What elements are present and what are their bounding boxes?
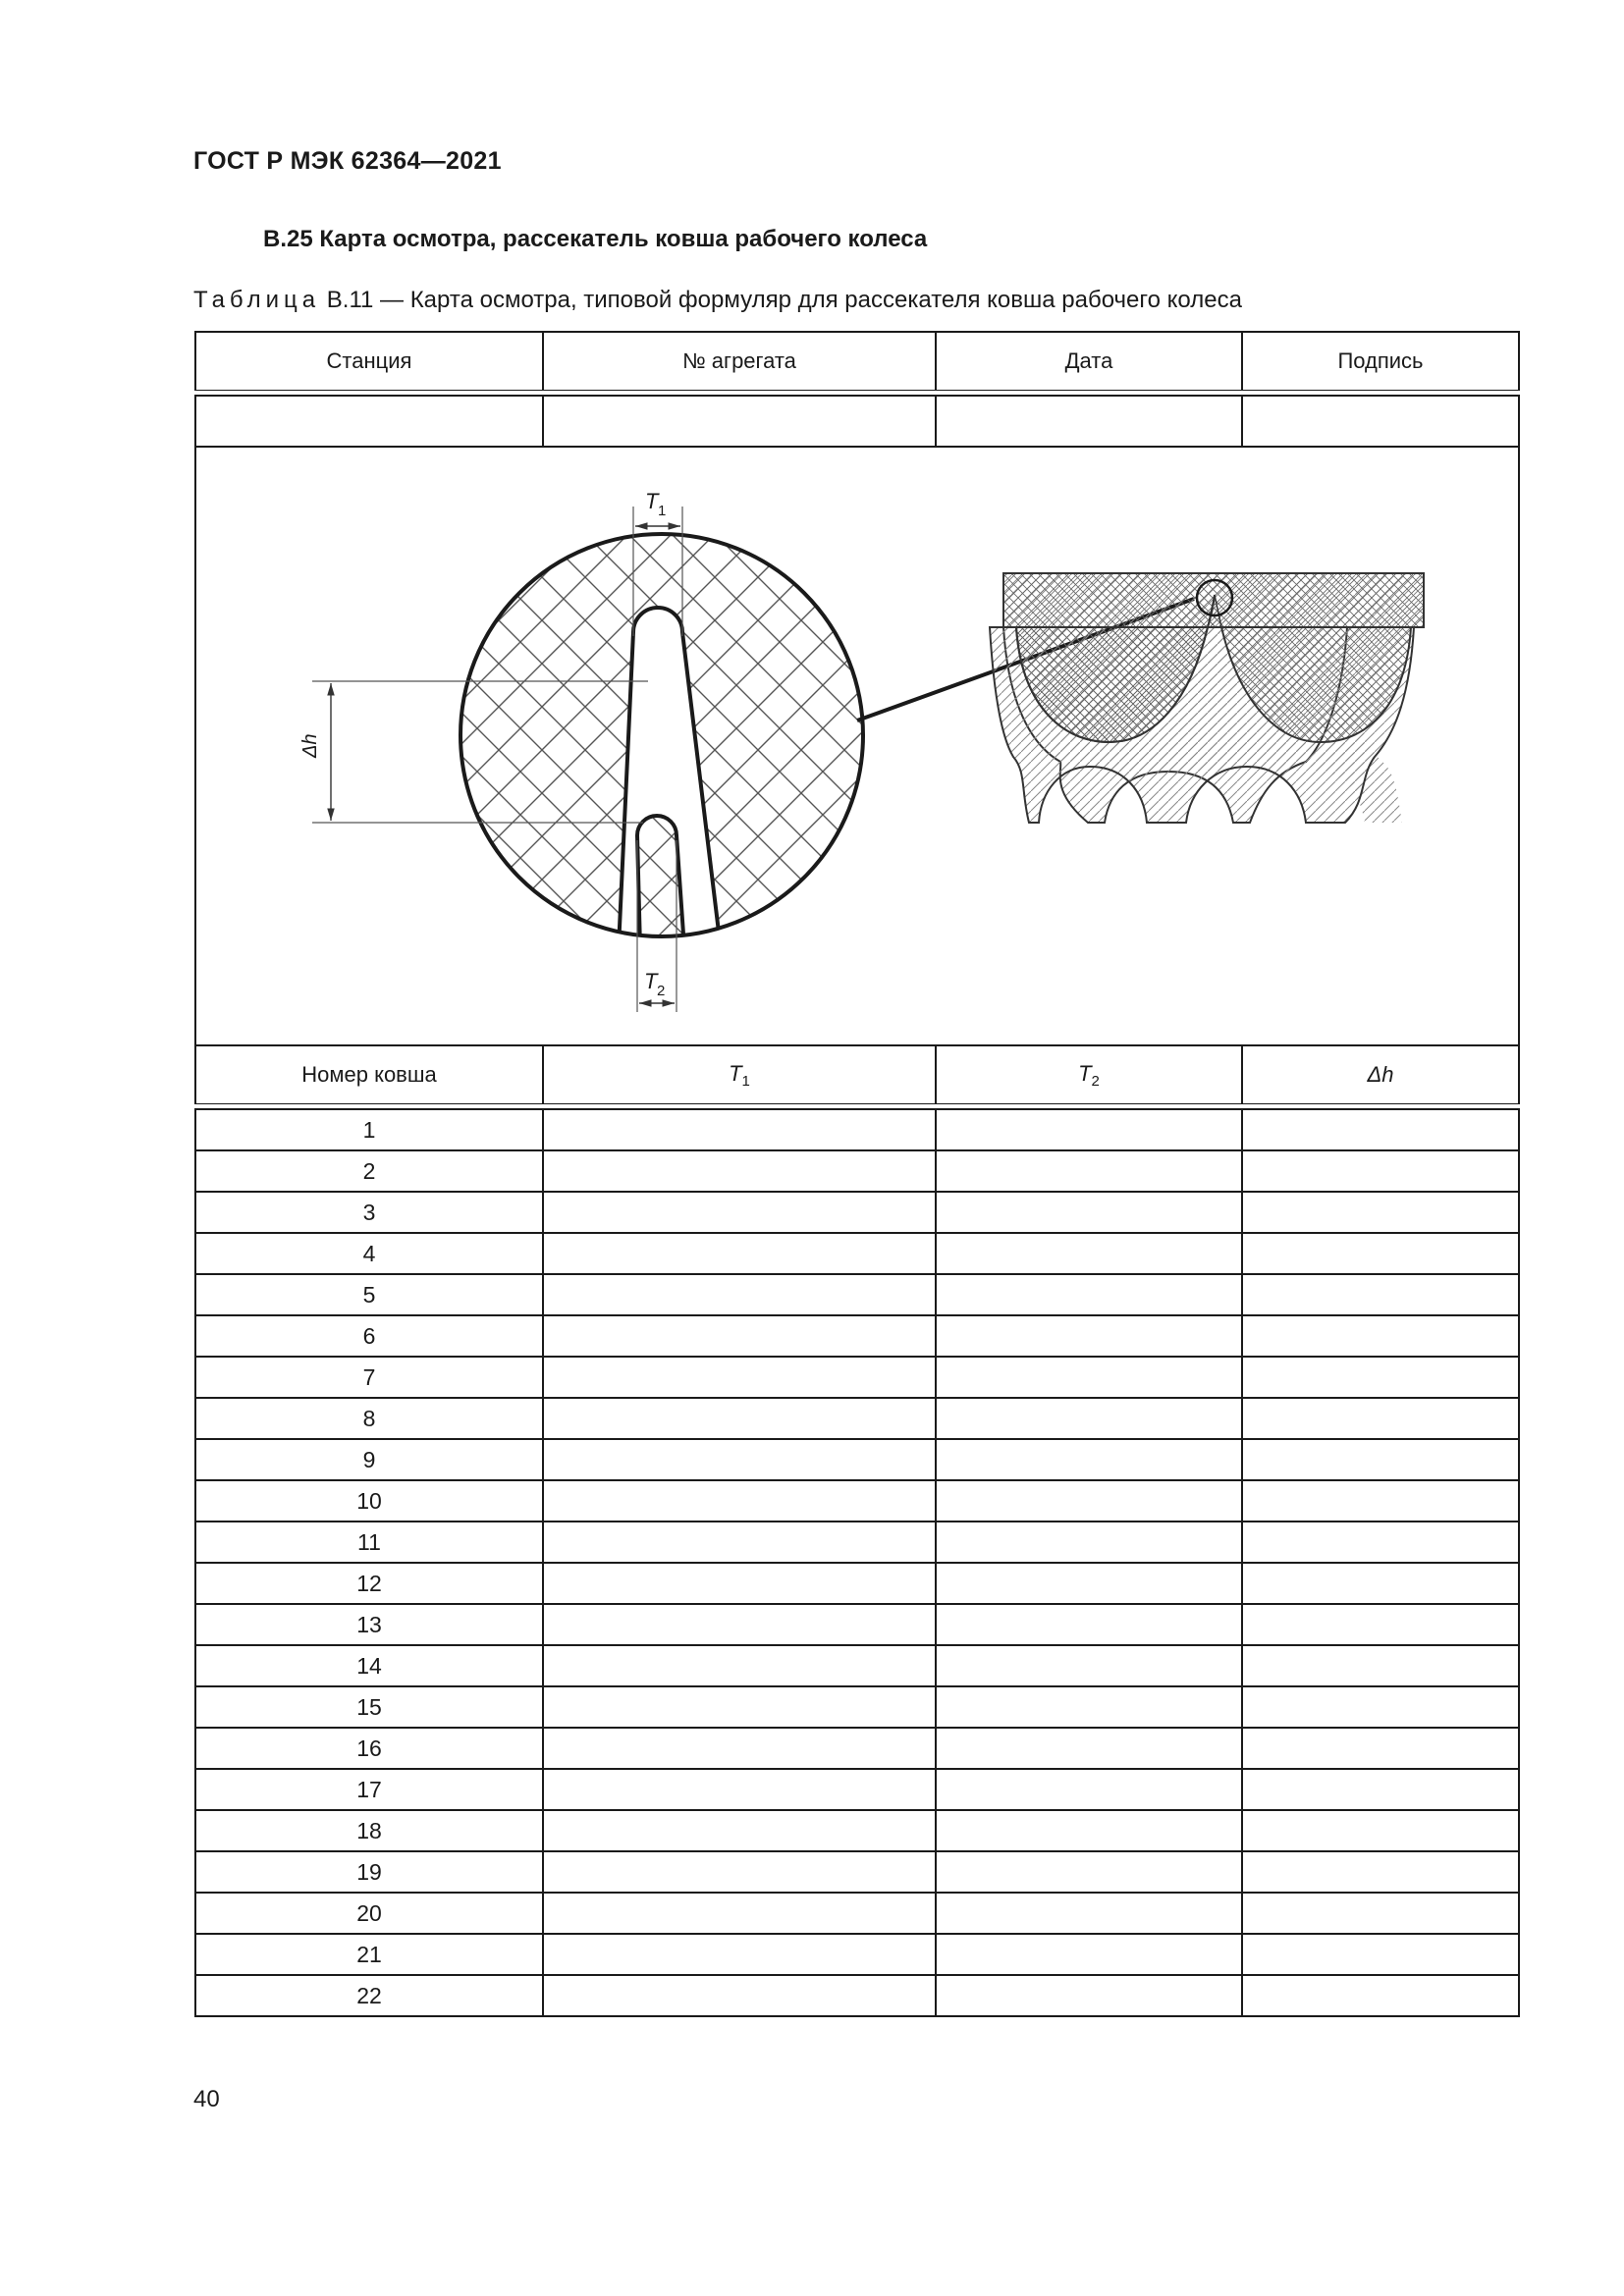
dh-entry-cell[interactable] bbox=[1242, 1150, 1519, 1192]
bucket-number-cell: 1 bbox=[195, 1109, 543, 1150]
bucket-number-cell: 15 bbox=[195, 1686, 543, 1728]
dh-entry-cell[interactable] bbox=[1242, 1274, 1519, 1315]
table-row bbox=[195, 1315, 1519, 1357]
dh-entry-cell[interactable] bbox=[1242, 1975, 1519, 2016]
t1-entry-cell[interactable] bbox=[543, 1315, 936, 1357]
t1-entry-cell[interactable] bbox=[543, 1934, 936, 1975]
table-row bbox=[195, 1109, 1519, 1150]
t2-entry-cell[interactable] bbox=[936, 1728, 1242, 1769]
bucket-number-cell: 6 bbox=[195, 1315, 543, 1357]
t2-entry-cell[interactable] bbox=[936, 1398, 1242, 1439]
t1-entry-cell[interactable] bbox=[543, 1893, 936, 1934]
table-row bbox=[195, 1480, 1519, 1522]
date-entry-cell[interactable] bbox=[936, 396, 1242, 447]
t1-entry-cell[interactable] bbox=[543, 1150, 936, 1192]
dh-entry-cell[interactable] bbox=[1242, 1769, 1519, 1810]
table-header-row bbox=[195, 332, 1519, 391]
table-row bbox=[195, 1728, 1519, 1769]
t1-entry-cell[interactable] bbox=[543, 1563, 936, 1604]
bucket-number-cell: 7 bbox=[195, 1357, 543, 1398]
header-t2-letter: T bbox=[1078, 1060, 1092, 1086]
t1-entry-cell[interactable] bbox=[543, 1357, 936, 1398]
t2-entry-cell[interactable] bbox=[936, 1357, 1242, 1398]
t2-entry-cell[interactable] bbox=[936, 1522, 1242, 1563]
t1-entry-cell[interactable] bbox=[543, 1728, 936, 1769]
header-t2 bbox=[936, 1045, 1242, 1104]
bucket-number-cell: 19 bbox=[195, 1851, 543, 1893]
t1-entry-cell[interactable] bbox=[543, 1233, 936, 1274]
t2-label: T bbox=[644, 969, 658, 993]
header-signature: Подпись bbox=[1242, 332, 1519, 391]
bucket-number-cell: 11 bbox=[195, 1522, 543, 1563]
table-row bbox=[195, 1686, 1519, 1728]
table-caption-text: B.11 — Карта осмотра, типовой формуляр для рассекателя ковша рабочего колеса bbox=[320, 287, 1242, 313]
header-t1-sub: 1 bbox=[741, 1072, 750, 1090]
bucket-number-cell: 20 bbox=[195, 1893, 543, 1934]
table-row bbox=[195, 1563, 1519, 1604]
table-caption bbox=[193, 287, 1242, 314]
table-row bbox=[195, 1522, 1519, 1563]
t1-entry-cell[interactable] bbox=[543, 1975, 936, 2016]
measurement-rows bbox=[195, 1109, 1519, 2016]
bucket-number-cell: 14 bbox=[195, 1645, 543, 1686]
t2-entry-cell[interactable] bbox=[936, 1192, 1242, 1233]
t1-entry-cell[interactable] bbox=[543, 1398, 936, 1439]
header-t1-letter: T bbox=[729, 1060, 742, 1086]
t2-entry-cell[interactable] bbox=[936, 1769, 1242, 1810]
bucket-number-cell: 17 bbox=[195, 1769, 543, 1810]
dh-entry-cell[interactable] bbox=[1242, 1398, 1519, 1439]
table-row bbox=[195, 1192, 1519, 1233]
t2-entry-cell[interactable] bbox=[936, 1315, 1242, 1357]
t2-entry-cell[interactable] bbox=[936, 1480, 1242, 1522]
table-row bbox=[195, 1975, 1519, 2016]
t1-entry-cell[interactable] bbox=[543, 1686, 936, 1728]
table-row bbox=[195, 1233, 1519, 1274]
dh-entry-cell[interactable] bbox=[1242, 1934, 1519, 1975]
t1-entry-cell[interactable] bbox=[543, 1274, 936, 1315]
bucket-splitter-drawing bbox=[196, 448, 1516, 1041]
table-row bbox=[195, 1645, 1519, 1686]
bucket-number-cell: 22 bbox=[195, 1975, 543, 2016]
dh-entry-cell[interactable] bbox=[1242, 1109, 1519, 1150]
header-t1 bbox=[543, 1045, 936, 1104]
figure-row bbox=[195, 447, 1519, 1045]
inspection-form-table bbox=[194, 331, 1520, 2017]
table-row bbox=[195, 1604, 1519, 1645]
table-row bbox=[195, 1398, 1519, 1439]
t2-entry-cell[interactable] bbox=[936, 1274, 1242, 1315]
header-entry-row bbox=[195, 396, 1519, 447]
table-row bbox=[195, 1439, 1519, 1480]
t2-entry-cell[interactable] bbox=[936, 1645, 1242, 1686]
t2-entry-cell[interactable] bbox=[936, 1233, 1242, 1274]
t1-entry-cell[interactable] bbox=[543, 1810, 936, 1851]
bucket-number-cell: 5 bbox=[195, 1274, 543, 1315]
dh-entry-cell[interactable] bbox=[1242, 1645, 1519, 1686]
bucket-number-cell: 3 bbox=[195, 1192, 543, 1233]
header-bucket-number: Номер ковша bbox=[195, 1045, 543, 1104]
header-unit-number: № агрегата bbox=[543, 332, 936, 391]
t1-entry-cell[interactable] bbox=[543, 1769, 936, 1810]
dh-label: Δh bbox=[299, 733, 321, 758]
header-t2-sub: 2 bbox=[1091, 1072, 1100, 1090]
table-row bbox=[195, 1851, 1519, 1893]
t2-entry-cell[interactable] bbox=[936, 1934, 1242, 1975]
bucket-number-cell: 2 bbox=[195, 1150, 543, 1192]
t2-entry-cell[interactable] bbox=[936, 1150, 1242, 1192]
dh-entry-cell[interactable] bbox=[1242, 1686, 1519, 1728]
t2-entry-cell[interactable] bbox=[936, 1604, 1242, 1645]
dh-entry-cell[interactable] bbox=[1242, 1480, 1519, 1522]
t1-entry-cell[interactable] bbox=[543, 1851, 936, 1893]
t1-entry-cell[interactable] bbox=[543, 1439, 936, 1480]
measure-header-row bbox=[195, 1045, 1519, 1104]
t1-sub: 1 bbox=[658, 503, 667, 519]
unit-number-entry-cell[interactable] bbox=[543, 396, 936, 447]
figure-cell bbox=[195, 447, 1519, 1045]
section-title: B.25 Карта осмотра, рассекатель ковша рабочего колеса bbox=[263, 226, 928, 252]
header-dh bbox=[1242, 1045, 1519, 1104]
dh-entry-cell[interactable] bbox=[1242, 1192, 1519, 1233]
table-row bbox=[195, 1274, 1519, 1315]
t2-entry-cell[interactable] bbox=[936, 1975, 1242, 2016]
bucket-number-cell: 18 bbox=[195, 1810, 543, 1851]
dh-entry-cell[interactable] bbox=[1242, 1439, 1519, 1480]
t2-entry-cell[interactable] bbox=[936, 1439, 1242, 1480]
table-row bbox=[195, 1150, 1519, 1192]
dh-entry-cell[interactable] bbox=[1242, 1315, 1519, 1357]
table-row bbox=[195, 1769, 1519, 1810]
t1-entry-cell[interactable] bbox=[543, 1480, 936, 1522]
t1-entry-cell[interactable] bbox=[543, 1522, 936, 1563]
bucket-number-cell: 16 bbox=[195, 1728, 543, 1769]
table-caption-label: Таблица bbox=[193, 287, 321, 313]
dh-entry-cell[interactable] bbox=[1242, 1522, 1519, 1563]
bucket-number-cell: 13 bbox=[195, 1604, 543, 1645]
t2-entry-cell[interactable] bbox=[936, 1851, 1242, 1893]
page-number: 40 bbox=[193, 2086, 220, 2112]
t2-entry-cell[interactable] bbox=[936, 1686, 1242, 1728]
dh-entry-cell[interactable] bbox=[1242, 1563, 1519, 1604]
dh-entry-cell[interactable] bbox=[1242, 1233, 1519, 1274]
t2-entry-cell[interactable] bbox=[936, 1810, 1242, 1851]
magnified-detail bbox=[452, 526, 874, 948]
header-station: Станция bbox=[195, 332, 543, 391]
t2-entry-cell[interactable] bbox=[936, 1109, 1242, 1150]
dh-entry-cell[interactable] bbox=[1242, 1851, 1519, 1893]
header-dh-text: Δh bbox=[1367, 1062, 1394, 1087]
table-row bbox=[195, 1893, 1519, 1934]
t1-entry-cell[interactable] bbox=[543, 1645, 936, 1686]
bucket-number-cell: 4 bbox=[195, 1233, 543, 1274]
t1-entry-cell[interactable] bbox=[543, 1192, 936, 1233]
bucket-number-cell: 10 bbox=[195, 1480, 543, 1522]
t1-label: T bbox=[645, 489, 659, 513]
bucket-number-cell: 9 bbox=[195, 1439, 543, 1480]
table-row bbox=[195, 1357, 1519, 1398]
signature-entry-cell[interactable] bbox=[1242, 396, 1519, 447]
bucket-section bbox=[990, 573, 1424, 823]
station-entry-cell[interactable] bbox=[195, 396, 543, 447]
t1-entry-cell[interactable] bbox=[543, 1604, 936, 1645]
dh-entry-cell[interactable] bbox=[1242, 1357, 1519, 1398]
t1-entry-cell[interactable] bbox=[543, 1109, 936, 1150]
running-header: ГОСТ Р МЭК 62364—2021 bbox=[193, 147, 502, 175]
t2-entry-cell[interactable] bbox=[936, 1893, 1242, 1934]
t2-entry-cell[interactable] bbox=[936, 1563, 1242, 1604]
dh-entry-cell[interactable] bbox=[1242, 1604, 1519, 1645]
dh-entry-cell[interactable] bbox=[1242, 1893, 1519, 1934]
bucket-number-cell: 21 bbox=[195, 1934, 543, 1975]
dh-entry-cell[interactable] bbox=[1242, 1810, 1519, 1851]
table-row bbox=[195, 1934, 1519, 1975]
bucket-number-cell: 8 bbox=[195, 1398, 543, 1439]
t2-sub: 2 bbox=[657, 983, 666, 999]
dh-entry-cell[interactable] bbox=[1242, 1728, 1519, 1769]
header-date: Дата bbox=[936, 332, 1242, 391]
table-row bbox=[195, 1810, 1519, 1851]
bucket-number-cell: 12 bbox=[195, 1563, 543, 1604]
